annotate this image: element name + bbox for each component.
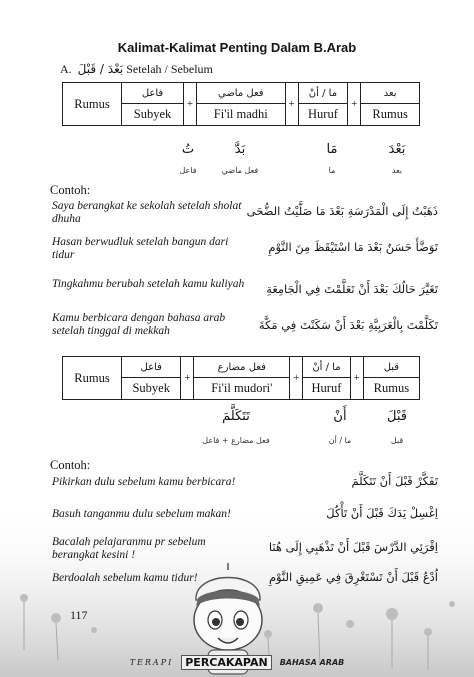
example-label: بعد	[391, 166, 403, 175]
indonesian-sentence: Hasan berwudluk setelah bangun dari tidur	[52, 236, 229, 261]
example-word: تُ	[181, 142, 195, 157]
indonesian-sentence: Tingkahmu berubah setelah kamu kuliyah	[52, 278, 245, 290]
example-label: فعل ماضي	[221, 166, 259, 175]
formula-cell-arabic: فعل مضارع	[194, 357, 290, 378]
contoh-heading: Contoh:	[50, 183, 91, 197]
footer-left-text: TERAPI	[129, 657, 174, 667]
plus-sign: +	[285, 83, 298, 126]
arabic-sentence: تَكَلَّمْتَ بِالْعَرَبِيَّةِ بَعْدَ أَنْ سَكَنْتَ فِي مَكَّةَ	[258, 318, 438, 332]
indonesian-sentence: Berdoalah sebelum kamu tidur!	[52, 572, 198, 584]
example-word: بَعْدَ	[388, 142, 406, 157]
formula-cell-latin: Rumus	[361, 104, 420, 126]
formula-cell-latin: Fi'il madhi	[197, 104, 286, 126]
example-label: ما	[328, 166, 336, 175]
example-label: فعل مضارع + فاعل	[202, 436, 270, 445]
formula-table-1	[62, 82, 420, 126]
rumus-label: Rumus	[63, 357, 122, 400]
arabic-sentence: تَفَكَّرْ قَبْلَ أَنْ تَتَكَلَّمَ	[351, 474, 438, 488]
section-arabic: بَعْدَ / قَبْلَ	[77, 62, 124, 76]
section-letter: A.	[60, 62, 72, 76]
example-label: قبل	[390, 436, 404, 445]
arabic-sentence: اُدْعُ قَبْلَ أَنْ تَسْتَغْرِقَ فِي عَمِيقِ النَّوْمِ	[268, 570, 438, 584]
field-with-flowers-illustration	[0, 500, 474, 677]
arabic-sentence: اِقْرَئِي الدَّرْسَ قَبْلَ أَنْ تَذْهَبِي إِلَى هُنَا	[268, 540, 438, 554]
arabic-sentence: تَوَضَّأَ حَسَنٌ بَعْدَ مَا اسْتَيْقَظَ مِنَ النَّوْمِ	[268, 240, 438, 254]
plus-sign: +	[348, 83, 361, 126]
formula-cell-arabic: فعل ماضي	[197, 83, 286, 104]
indonesian-sentence: Saya berangkat ke sekolah setelah sholat dhuha	[52, 200, 242, 225]
footer-brand-logo: PERCAKAPAN	[181, 655, 271, 670]
formula-cell-latin: Huruf	[303, 378, 351, 400]
plus-sign: +	[181, 357, 194, 400]
page-title: Kalimat-Kalimat Penting Dalam B.Arab	[117, 40, 357, 55]
plus-sign: +	[290, 357, 303, 400]
footer-brand	[0, 654, 474, 670]
page-number: 117	[70, 608, 88, 622]
formula-cell-arabic: ما / أنْ	[298, 83, 348, 104]
formula-cell-arabic: فاعل	[122, 357, 181, 378]
contoh-heading: Contoh:	[50, 458, 91, 472]
arabic-sentence: اِغْسِلْ يَدَكَ قَبْلَ أَنْ تَأْكُلَ	[326, 506, 438, 520]
formula-cell-latin: Subyek	[122, 378, 181, 400]
arabic-sentence: ذَهَبْتُ إِلَى الْمَدْرَسَةِ بَعْدَ مَا صَلَّيْتُ الضُّحَى	[246, 204, 438, 218]
footer-right-text: BAHASA ARAB	[279, 657, 345, 667]
example-word: أَنْ	[333, 409, 347, 424]
formula-cell-arabic: فاعل	[122, 83, 184, 104]
example-word: مَا	[326, 142, 338, 157]
example-label: ما / أن	[328, 436, 352, 445]
indonesian-sentence: Basuh tanganmu dulu sebelum makan!	[52, 508, 231, 520]
example-word: بَدَّ	[234, 142, 246, 157]
plus-sign: +	[350, 357, 363, 400]
formula-cell-latin: Fi'il mudori'	[194, 378, 290, 400]
section-label: Setelah / Sebelum	[126, 62, 213, 76]
formula-cell-arabic: ما / أنْ	[303, 357, 351, 378]
formula-cell-arabic: بعد	[361, 83, 420, 104]
indonesian-sentence: Bacalah pelajaranmu pr sebelum berangkat kesini !	[52, 536, 206, 561]
indonesian-sentence: Kamu berbicara dengan bahasa arab setelah tinggal di mekkah	[52, 312, 226, 337]
formula-cell-latin: Huruf	[298, 104, 348, 126]
example-label: فاعل	[179, 166, 197, 175]
formula-cell-latin: Rumus	[363, 378, 419, 400]
example-word: قَبْلَ	[387, 409, 407, 424]
arabic-sentence: تَغَيَّرَ حَالُكَ بَعْدَ أَنْ تَعَلَّمْتَ فِي الْجَامِعَةِ	[266, 282, 438, 296]
section-a-heading	[60, 62, 213, 77]
example-word: تَتَكَلَّمَ	[222, 409, 250, 424]
formula-cell-latin: Subyek	[122, 104, 184, 126]
formula-table-2	[62, 356, 420, 400]
rumus-label: Rumus	[63, 83, 122, 126]
formula-cell-arabic: قبل	[363, 357, 419, 378]
plus-sign: +	[184, 83, 197, 126]
indonesian-sentence: Pikirkan dulu sebelum kamu berbicara!	[52, 476, 236, 488]
